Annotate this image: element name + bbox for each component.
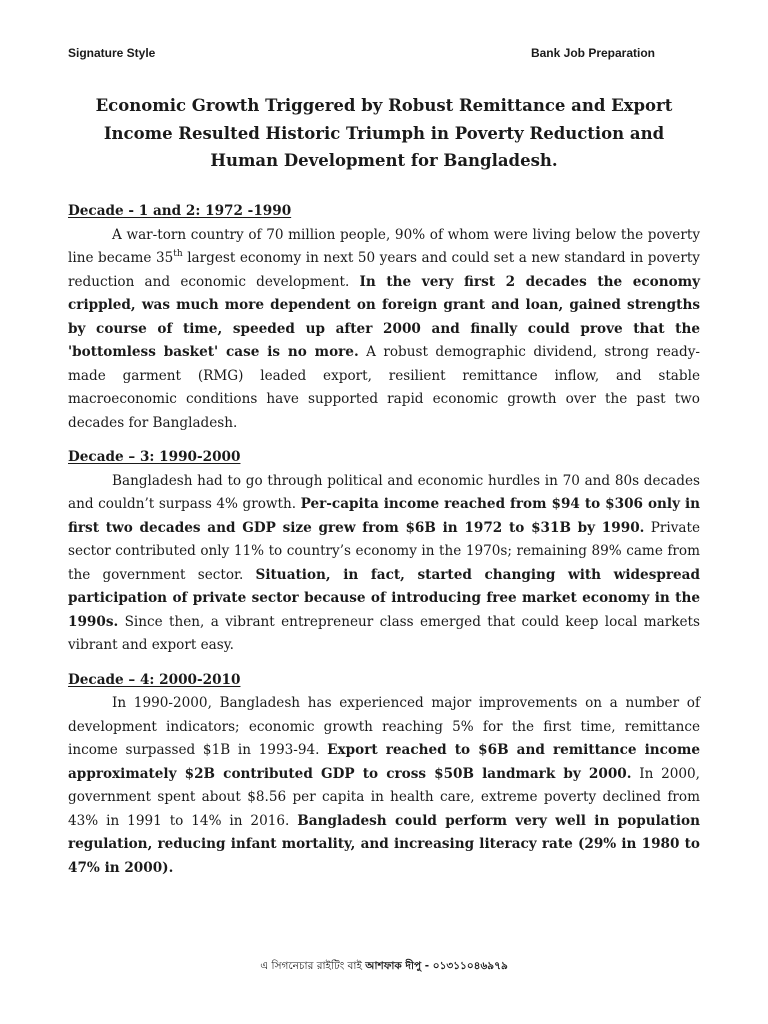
document-body — [68, 200, 700, 891]
bold-text-run: Per-capita income reached from $94 to $306 only in first two decades and GDP size grew from $6B in 1972 to $31B by 1990. — [68, 496, 700, 536]
text-run: A robust demographic dividend, strong ready-made garment (RMG) leaded export, resilient remittance inflow, and stable macroeconomic conditions have supported rapid economic growth over the past two decades for Bangladesh. — [68, 344, 700, 431]
bold-text-run: In the very first 2 decades the economy crippled, was much more dependent on foreign grant and loan, gained strengths by course of time, speeded up after 2000 and finally could prove that the 'bottomless basket' case is no more. — [68, 273, 700, 360]
text-run: largest economy in next 50 years and could set a new standard in poverty reduction and economic development. — [68, 250, 700, 290]
section-heading: Decade – 4: 2000-2010 — [68, 671, 241, 688]
bold-text-run: Situation, in fact, started changing with widespread participation of private sector because of introducing free market economy in the 1990s. — [68, 566, 700, 630]
section-heading: Decade – 3: 1990-2000 — [68, 449, 241, 465]
section-decade-1-2 — [68, 200, 700, 435]
bold-text-run: Export reached to $6B and remittance income approximately $2B contributed GDP to cross $50B landmark by 2000. — [68, 742, 701, 782]
footer-author-contact: আশফাক দীপু - ০১৩১১০৪৬৯৭৯ — [365, 960, 508, 972]
text-run: Since then, a vibrant entrepreneur class emerged that could keep local markets vibrant and export easy. — [68, 613, 700, 653]
text-run: Bangladesh had to go through political and economic hurdles in 70 and 80s decades and couldn’t surpass 4% growth. — [68, 472, 700, 512]
title-line-3: Human Development for Bangladesh. — [210, 151, 558, 170]
title-line-1: Economic Growth Triggered by Robust Remittance and Export — [95, 96, 673, 115]
section-paragraph — [68, 692, 700, 880]
section-paragraph — [68, 224, 700, 436]
header-left-label: Signature Style — [68, 46, 156, 60]
section-heading: Decade - 1 and 2: 1972 -1990 — [68, 203, 292, 219]
header-right-label: Bank Job Preparation — [530, 46, 655, 60]
section-paragraph — [68, 470, 700, 658]
page-header — [68, 46, 655, 60]
superscript: th — [173, 249, 183, 259]
text-run: Private sector contributed only 11% to country’s economy in the 1970s; remaining 89% came from the government sector. — [68, 519, 701, 583]
text-run: A war-torn country of 70 million people, 90% of whom were living below the poverty line became 35 — [68, 226, 700, 266]
text-run: In 1990-2000, Bangladesh has experienced major improvements on a number of development indicators; economic growth reaching 5% for the first time, remittance income surpassed $1B in 1993-94. — [68, 695, 700, 758]
footer-credit-text: এ সিগনেচার রাইটিং বাই — [260, 960, 366, 972]
bold-text-run: Bangladesh could perform very well in population regulation, reducing infant mortality, and increasing literacy rate (29% in 1980 to 47% in 2000). — [68, 812, 700, 876]
section-decade-3 — [68, 446, 700, 658]
document-title — [60, 92, 708, 175]
title-line-2: Income Resulted Historic Triumph in Poverty Reduction and — [103, 123, 665, 143]
section-decade-4 — [68, 669, 700, 881]
text-run: In 2000, government spent about $8.56 per capita in health care, extreme poverty declined from 43% in 1991 to 14% in 2016. — [68, 765, 700, 829]
page-footer — [0, 959, 768, 976]
